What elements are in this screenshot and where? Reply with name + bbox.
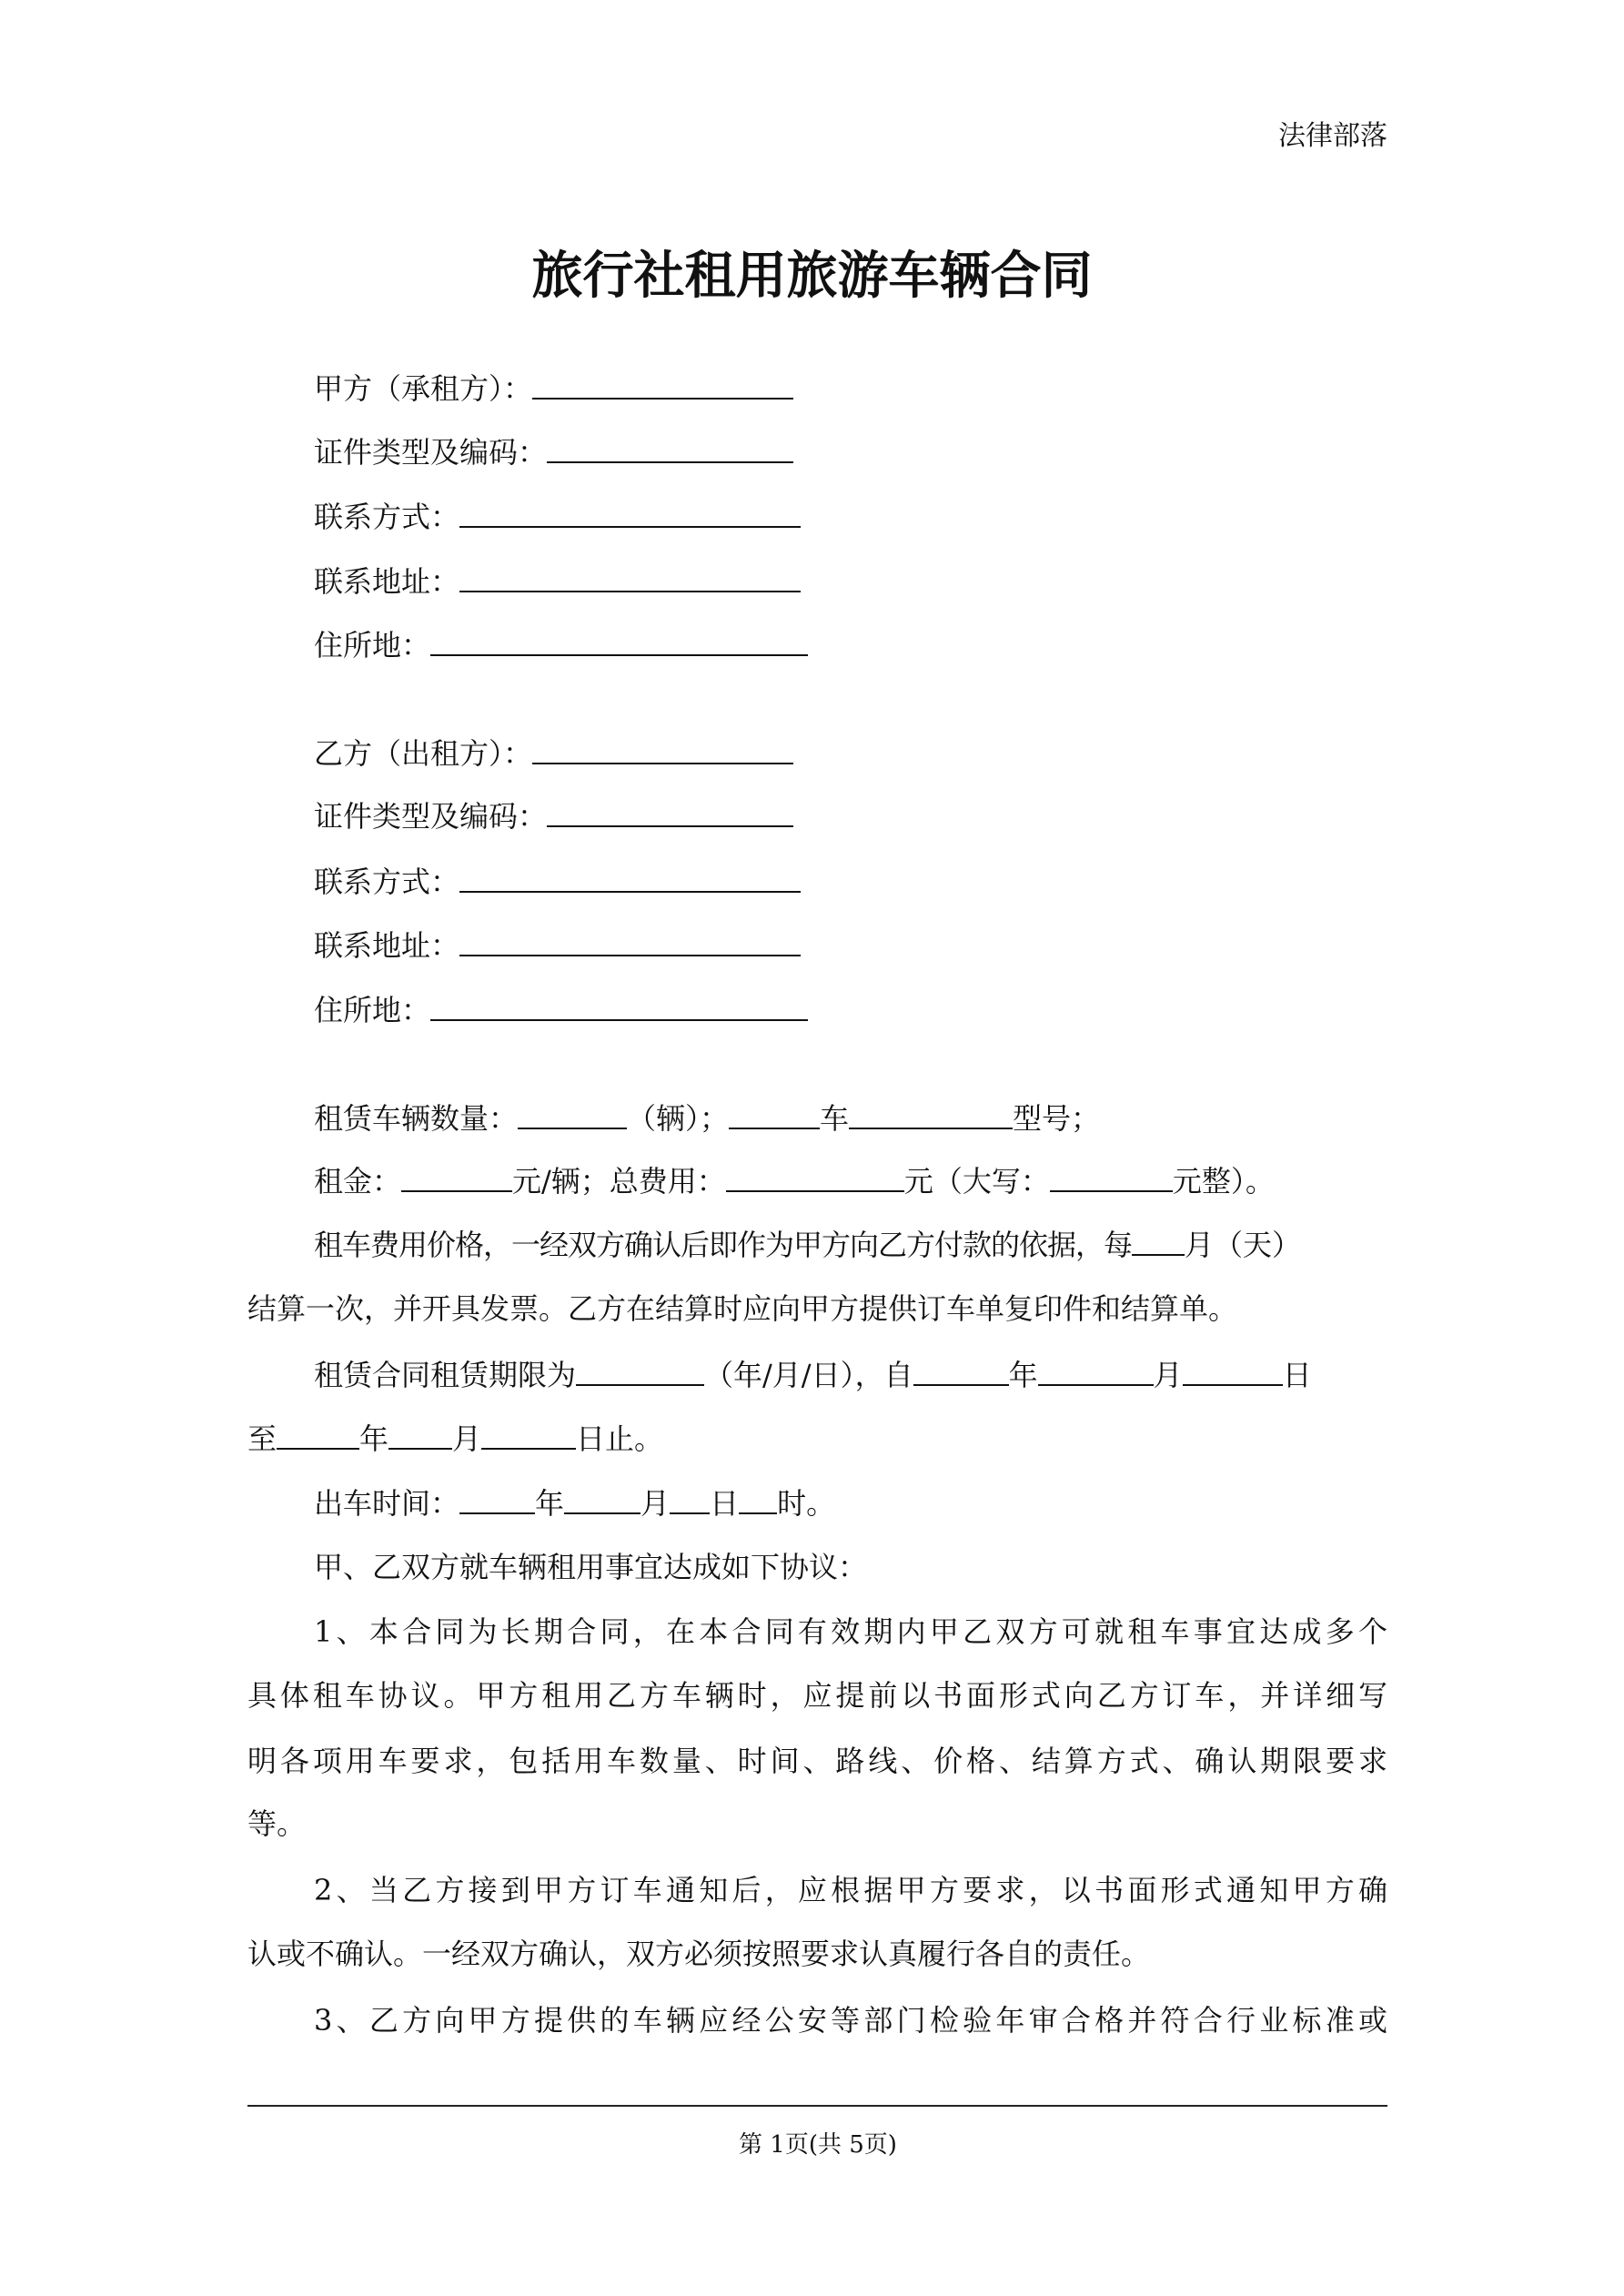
- blank[interactable]: [459, 927, 801, 956]
- label: 乙方（出租方）：: [314, 736, 533, 771]
- text: 租车费用价格，一经双方确认后即作为甲方向乙方付款的依据，每: [314, 1228, 1133, 1262]
- clause-1-line: 等。: [247, 1806, 307, 1841]
- clause-1-line: 1、本合同为长期合同，在本合同有效期内甲乙双方可就租车事宜达成多个: [314, 1614, 1387, 1649]
- label: 证件类型及编码：: [314, 799, 548, 834]
- text: 年: [1008, 1358, 1038, 1392]
- text: （辆）；: [627, 1101, 730, 1136]
- clause-1-line: 明各项用车要求，包括用车数量、时间、路线、价格、结算方式、确认期限要求: [247, 1744, 1387, 1778]
- header-source: 法律部落: [1278, 120, 1387, 152]
- label: 联系地址：: [314, 564, 460, 599]
- document-title: 旅行社租用旅游车辆合同: [531, 246, 1093, 306]
- blank[interactable]: [576, 1357, 704, 1386]
- text: 元整）。: [1172, 1164, 1275, 1199]
- intro-text: 甲、乙双方就车辆租用事宜达成如下协议：: [314, 1550, 868, 1584]
- party-b-name-field[interactable]: [314, 735, 1387, 772]
- blank-model[interactable]: [849, 1100, 1013, 1129]
- text: 租金：: [314, 1164, 402, 1199]
- text: 月: [452, 1421, 482, 1456]
- depart-line: [314, 1485, 1387, 1522]
- footer-divider: [247, 2105, 1387, 2107]
- text: 日: [1282, 1358, 1312, 1392]
- text: 月: [1153, 1358, 1183, 1392]
- text: 月: [641, 1486, 671, 1521]
- text: 元（大写：: [903, 1164, 1050, 1199]
- label: 住所地：: [314, 993, 431, 1027]
- term-line-2: [247, 1421, 1387, 1457]
- blank[interactable]: [430, 992, 808, 1021]
- label: 甲方（承租方）：: [314, 371, 533, 406]
- party-a-name-field[interactable]: [314, 370, 1387, 407]
- text: （年/月/日），自: [704, 1358, 913, 1392]
- blank[interactable]: [739, 1485, 777, 1514]
- term-line: [314, 1357, 1387, 1393]
- party-b-id-field[interactable]: [314, 798, 1387, 834]
- blank[interactable]: [547, 798, 793, 827]
- blank[interactable]: [913, 1357, 1009, 1386]
- blank[interactable]: [388, 1421, 452, 1450]
- label: 住所地：: [314, 628, 431, 663]
- rent-line: [314, 1163, 1387, 1199]
- blank[interactable]: [564, 1485, 641, 1514]
- blank[interactable]: [532, 370, 793, 400]
- blank-brand[interactable]: [729, 1100, 820, 1129]
- blank[interactable]: [532, 735, 793, 764]
- blank[interactable]: [277, 1421, 359, 1450]
- party-a-domicile-field[interactable]: [314, 627, 1387, 663]
- blank-rent[interactable]: [401, 1163, 512, 1192]
- clause-2-line: 认或不确认。一经双方确认，双方必须按照要求认真履行各自的责任。: [247, 1937, 1151, 1971]
- label: 证件类型及编码：: [314, 435, 548, 470]
- blank[interactable]: [1038, 1357, 1154, 1386]
- blank[interactable]: [481, 1421, 576, 1450]
- party-a-address-field[interactable]: [314, 563, 1387, 600]
- price-line-2: 结算一次，并开具发票。乙方在结算时应向甲方提供订车单复印件和结算单。: [247, 1291, 1238, 1326]
- blank[interactable]: [547, 434, 793, 463]
- text: 月（天）: [1185, 1228, 1302, 1262]
- blank-quantity[interactable]: [518, 1100, 627, 1129]
- blank[interactable]: [430, 627, 808, 656]
- blank[interactable]: [459, 1485, 535, 1514]
- text: 租赁合同租赁期限为: [314, 1358, 577, 1392]
- label: 联系地址：: [314, 928, 460, 963]
- party-b-address-field[interactable]: [314, 927, 1387, 964]
- text: 租赁车辆数量：: [314, 1101, 519, 1136]
- text: 日止。: [576, 1421, 664, 1456]
- party-b-contact-field[interactable]: [314, 864, 1387, 900]
- text: 日: [710, 1486, 740, 1521]
- party-a-contact-field[interactable]: [314, 499, 1387, 535]
- blank[interactable]: [459, 499, 801, 528]
- price-line: [314, 1227, 1410, 1263]
- blank[interactable]: [459, 563, 801, 592]
- text: 车: [820, 1101, 850, 1136]
- blank-period[interactable]: [1132, 1227, 1185, 1256]
- text: 出车时间：: [314, 1486, 460, 1521]
- party-b-domicile-field[interactable]: [314, 992, 1387, 1028]
- page-number: 第 1页(共 5页): [739, 2131, 897, 2159]
- clause-1-line: 具体租车协议。甲方租用乙方车辆时，应提前以书面形式向乙方订车，并详细写: [247, 1678, 1387, 1713]
- text: 年: [359, 1421, 389, 1456]
- blank-capital[interactable]: [1050, 1163, 1173, 1192]
- blank[interactable]: [459, 864, 801, 893]
- blank[interactable]: [670, 1485, 710, 1514]
- blank[interactable]: [1183, 1357, 1283, 1386]
- blank-total[interactable]: [726, 1163, 904, 1192]
- vehicle-line: [314, 1100, 1387, 1137]
- clause-2-line: 2、当乙方接到甲方订车通知后，应根据甲方要求，以书面形式通知甲方确: [314, 1873, 1387, 1907]
- party-a-id-field[interactable]: [314, 434, 1387, 470]
- text: 元/辆；总费用：: [512, 1164, 726, 1199]
- text: 至: [247, 1421, 277, 1456]
- text: 时。: [777, 1486, 836, 1521]
- text: 型号；: [1013, 1101, 1101, 1136]
- label: 联系方式：: [314, 500, 460, 534]
- label: 联系方式：: [314, 865, 460, 899]
- clause-3-line: 3、乙方向甲方提供的车辆应经公安等部门检验年审合格并符合行业标准或: [314, 2003, 1387, 2038]
- text: 年: [535, 1486, 565, 1521]
